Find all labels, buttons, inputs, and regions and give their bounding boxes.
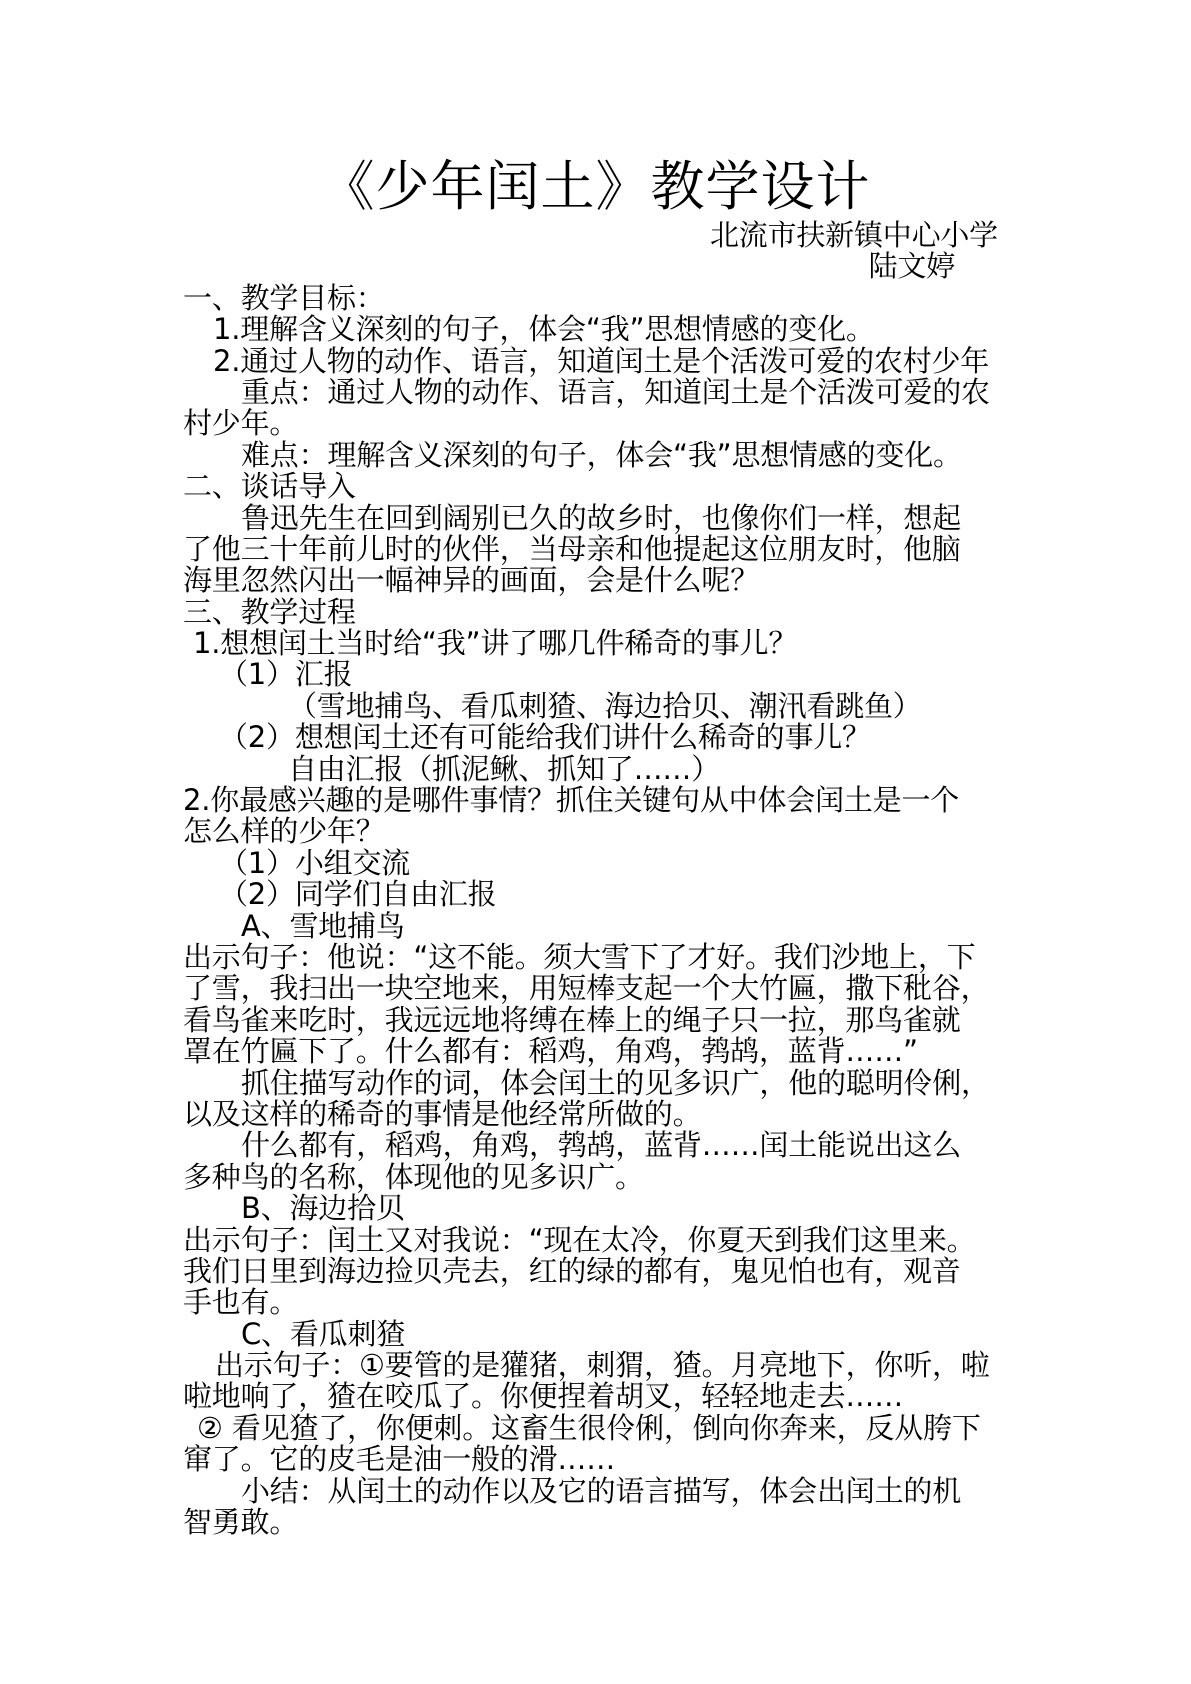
question-item: 2.你最感兴趣的是哪件事情？抓住关键句从中体会闰土是一个 xyxy=(183,783,960,818)
paragraph-line: 以及这样的稀奇的事情是他经常所做的。 xyxy=(183,1096,702,1131)
objective-item: 2.通过人物的动作、语言，知道闰土是个活泼可爱的农村少年 xyxy=(213,343,990,378)
paragraph-line: 什么都有，稻鸡，角鸡，鹁鸪，蓝背……闰土能说出这么 xyxy=(241,1128,962,1163)
sub-item-detail: （雪地捕鸟、看瓜刺猹、海边拾贝、潮汛看跳鱼） xyxy=(288,688,922,723)
key-point: 重点：通过人物的动作、语言，知道闰土是个活泼可爱的农 xyxy=(241,374,990,409)
quote-line: 手也有。 xyxy=(183,1285,299,1320)
paragraph-line: 了他三十年前儿时的伙伴，当母亲和他提起这位朋友时，他脑 xyxy=(183,531,961,566)
objective-item: 1.理解含义深刻的句子，体会“我”思想情感的变化。 xyxy=(213,312,875,347)
quote-line: 出示句子：①要管的是獾猪，刺猬，猹。月亮地下，你听，啦 xyxy=(215,1348,990,1383)
quote-line: 看鸟雀来吃时，我远远地将缚在棒上的绳子只一拉，那鸟雀就 xyxy=(183,1002,961,1037)
quote-line: 啦地响了，猹在咬瓜了。你便捏着胡叉，轻轻地走去…… xyxy=(183,1379,904,1414)
quote-line: ② 看见猹了，你便刺。这畜生很伶俐，倒向你奔来，反从胯下 xyxy=(197,1410,981,1445)
document-title: 《少年闰土》教学设计 xyxy=(320,155,871,218)
quote-line: 窜了。它的皮毛是油一般的滑…… xyxy=(183,1442,616,1477)
section-heading: 一、教学目标： xyxy=(183,280,385,315)
quote-line: 罩在竹匾下了。什么都有：稻鸡，角鸡，鹁鸪，蓝背……” xyxy=(183,1034,918,1069)
section-heading: 三、教学过程 xyxy=(183,594,356,629)
subsection-heading: C、看瓜刺猹 xyxy=(241,1316,406,1351)
subsection-heading: B、海边拾贝 xyxy=(241,1191,405,1226)
quote-line: 出示句子：他说：“这不能。须大雪下了才好。我们沙地上，下 xyxy=(183,939,976,974)
paragraph-line: 抓住描写动作的词，体会闰土的见多识广，他的聪明伶俐， xyxy=(241,1065,990,1100)
summary-line: 智勇敢。 xyxy=(183,1505,299,1540)
sub-item: （2）想想闰土还有可能给我们讲什么稀奇的事儿？ xyxy=(219,720,871,755)
key-point-continued: 村少年。 xyxy=(183,406,299,441)
sub-item: （1）汇报 xyxy=(219,657,353,692)
sub-item-detail: 自由汇报（抓泥鳅、抓知了……） xyxy=(288,751,721,786)
paragraph-line: 鲁迅先生在回到阔别已久的故乡时，也像你们一样，想起 xyxy=(241,500,962,535)
question-item-continued: 怎么样的少年？ xyxy=(183,814,385,849)
document-body xyxy=(183,220,1043,1538)
author-name: 陆文婷 xyxy=(868,249,955,284)
author-school: 北流市扶新镇中心小学 xyxy=(709,218,998,252)
subsection-heading: A、雪地捕鸟 xyxy=(241,908,405,943)
paragraph-line: 多种鸟的名称，体现他的见多识广。 xyxy=(183,1159,644,1194)
quote-line: 了雪，我扫出一块空地来，用短棒支起一个大竹匾，撒下秕谷， xyxy=(183,971,990,1006)
paragraph-line: 海里忽然闪出一幅神异的画面，会是什么呢？ xyxy=(183,563,760,598)
summary-line: 小结：从闰土的动作以及它的语言描写，体会出闰土的机 xyxy=(241,1473,962,1508)
sub-item: （1）小组交流 xyxy=(219,845,411,880)
sub-item: （2）同学们自由汇报 xyxy=(219,877,497,912)
section-heading: 二、谈话导入 xyxy=(183,469,356,504)
question-item: 1.想想闰土当时给“我”讲了哪几件稀奇的事儿？ xyxy=(193,626,798,661)
quote-line: 出示句子：闰土又对我说：“现在太冷，你夏天到我们这里来。 xyxy=(183,1222,976,1257)
difficulty-point: 难点：理解含义深刻的句子，体会“我”思想情感的变化。 xyxy=(241,437,962,472)
quote-line: 我们日里到海边捡贝壳去，红的绿的都有，鬼见怕也有，观音 xyxy=(183,1253,961,1288)
